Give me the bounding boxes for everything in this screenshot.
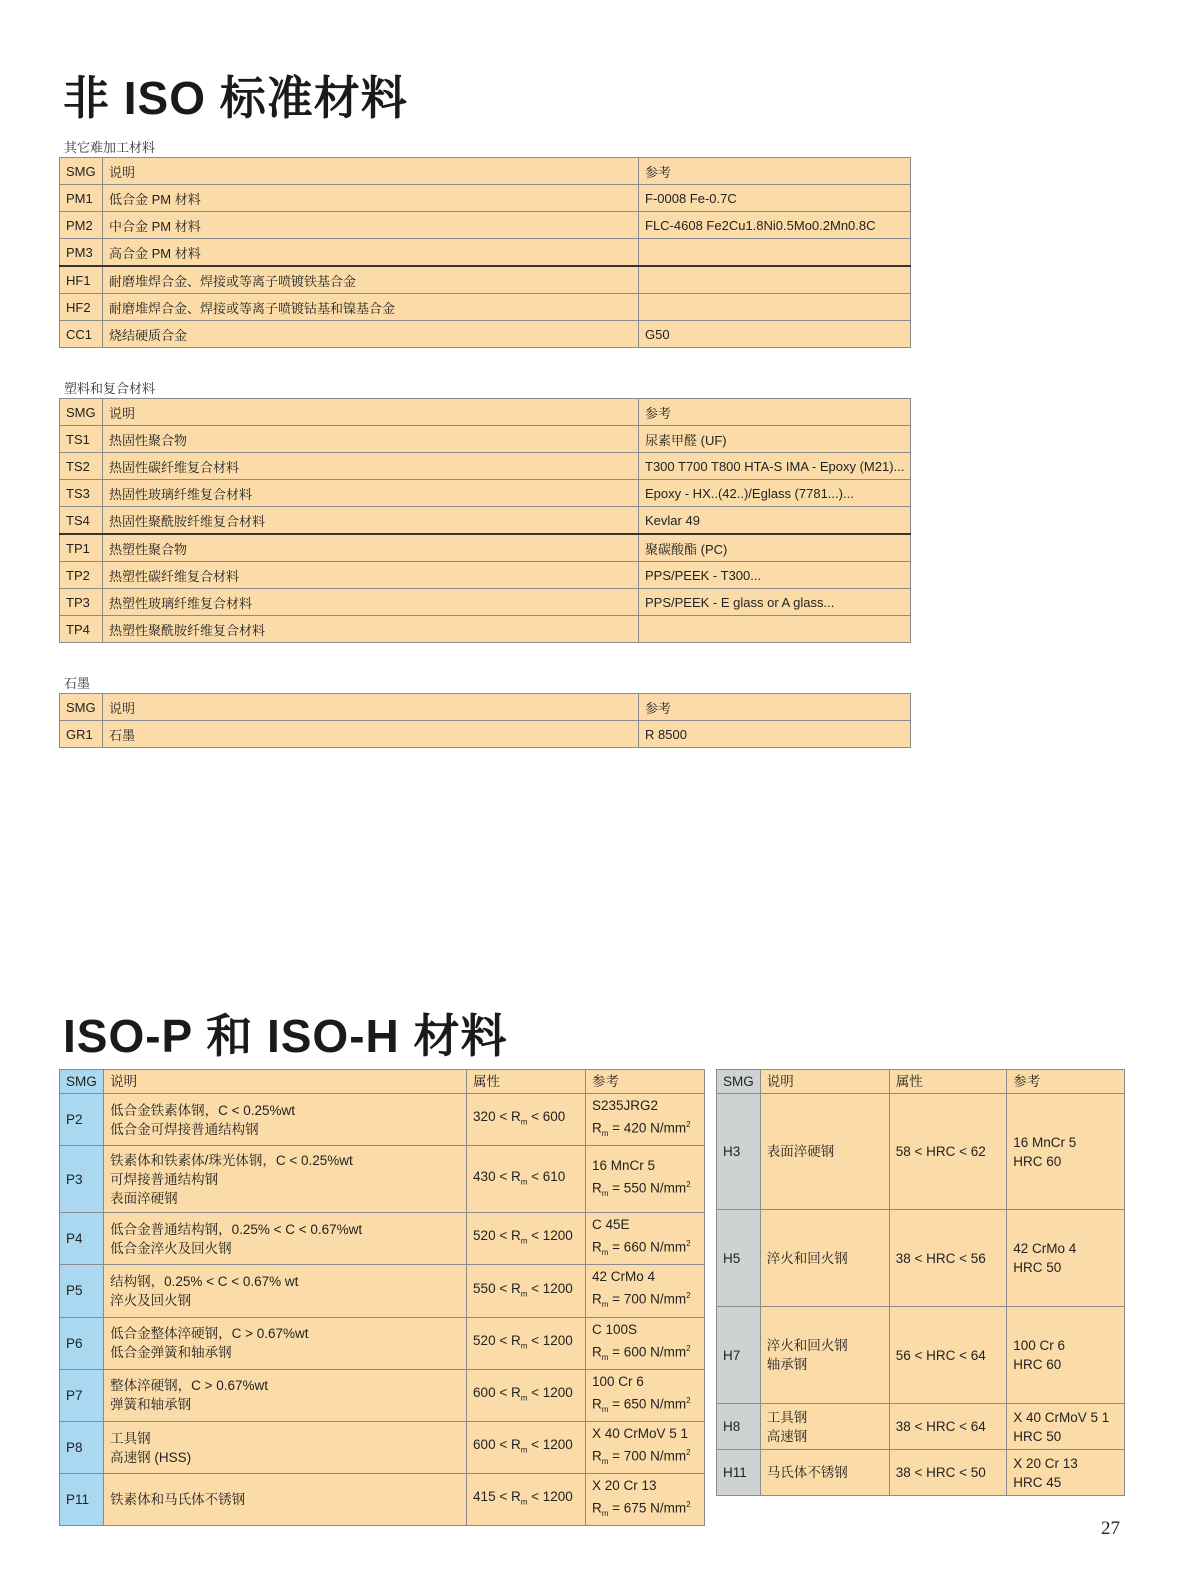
header-desc: 说明: [760, 1070, 889, 1094]
subscript: m: [520, 1393, 528, 1403]
header-smg: SMG: [60, 1070, 104, 1094]
reference-grade: 100 Cr 6: [592, 1373, 644, 1389]
reference-grade: 42 CrMo 4: [592, 1269, 656, 1285]
header-description: 说明: [103, 399, 639, 426]
text-part: R: [592, 1239, 602, 1255]
table-row: [60, 426, 911, 453]
text-part: < 610: [527, 1168, 566, 1184]
table-row: [60, 185, 911, 212]
text-part: < 1200: [527, 1489, 573, 1505]
smg-code: H5: [717, 1210, 761, 1307]
cell-line: 弹簧和轴承钢: [110, 1397, 192, 1413]
subscript: m: [601, 1509, 609, 1519]
text-part: R: [592, 1180, 602, 1196]
smg-code: CC1: [60, 321, 103, 348]
material-reference: Epoxy - HX..(42..)/Eglass (7781...)...: [639, 480, 911, 507]
cell-line: 低合金整体淬硬钢，C > 0.67%wt: [110, 1326, 309, 1342]
table-row: [60, 294, 911, 321]
text-part: R: [592, 1448, 602, 1464]
table-caption: 石墨: [64, 676, 91, 691]
material-description: 热塑性聚合物: [103, 534, 639, 562]
material-description: [104, 1094, 467, 1146]
material-description: 热固性碳纤维复合材料: [103, 453, 639, 480]
text-part: < 1200: [527, 1332, 573, 1348]
material-description: 低合金 PM 材料: [103, 185, 639, 212]
table-row: [717, 1094, 1125, 1210]
subscript: m: [601, 1188, 609, 1198]
table-plastics-composites: [59, 398, 911, 643]
material-reference: [586, 1265, 705, 1317]
material-reference: [639, 266, 911, 294]
reference-grade: 16 MnCr 5: [592, 1157, 656, 1173]
reference-strength: [592, 1115, 698, 1143]
table-header-row: [60, 158, 911, 185]
section2-title: ISO-P 和 ISO-H 材料: [63, 1010, 508, 1062]
text-part: 600 < R: [473, 1437, 521, 1453]
subscript: m: [520, 1445, 528, 1455]
superscript: 2: [686, 1179, 691, 1189]
smg-code: TS3: [60, 480, 103, 507]
material-property: [467, 1474, 586, 1526]
table-row: [60, 507, 911, 535]
table-row: [60, 266, 911, 294]
material-reference: 尿素甲醛 (UF): [639, 426, 911, 453]
text-part: 520 < R: [473, 1228, 521, 1244]
cell-line: 低合金淬火及回火钢: [110, 1240, 232, 1256]
text-part: 520 < R: [473, 1332, 521, 1348]
smg-code: TP1: [60, 534, 103, 562]
table-header-row: [60, 399, 911, 426]
material-description: [104, 1317, 467, 1369]
material-reference: [586, 1421, 705, 1473]
material-description: [104, 1213, 467, 1265]
header-reference: 参考: [639, 694, 911, 721]
text-part: R: [592, 1500, 602, 1516]
cell-line: 工具钢: [110, 1430, 151, 1446]
header-description: 说明: [103, 158, 639, 185]
material-description: [760, 1307, 889, 1404]
smg-code: TS2: [60, 453, 103, 480]
text-part: R: [592, 1291, 602, 1307]
material-property: [467, 1317, 586, 1369]
smg-code: P11: [60, 1474, 104, 1526]
table-row: [60, 239, 911, 267]
smg-code: H8: [717, 1404, 761, 1450]
table-row: [60, 1474, 705, 1526]
cell-line: 低合金弹簧和轴承钢: [110, 1345, 232, 1361]
table-row: [717, 1210, 1125, 1307]
material-reference: Kevlar 49: [639, 507, 911, 535]
text-part: 430 < R: [473, 1168, 521, 1184]
text-part: 600 < R: [473, 1385, 521, 1400]
header-prop: 属性: [889, 1070, 1007, 1094]
smg-code: PM3: [60, 239, 103, 267]
table-hard-materials: [59, 157, 911, 348]
table-row: [60, 453, 911, 480]
text-part: R: [592, 1120, 602, 1136]
subscript: m: [601, 1404, 609, 1414]
text-part: < 1200: [527, 1228, 573, 1244]
header-smg: SMG: [60, 694, 103, 721]
cell-line: 100 Cr 6: [1013, 1338, 1066, 1353]
superscript: 2: [686, 1120, 691, 1129]
cell-line: HRC 45: [1013, 1474, 1062, 1490]
material-property: [467, 1094, 586, 1146]
table-row: [60, 1094, 705, 1146]
reference-grade: X 40 CrMoV 5 1: [592, 1425, 689, 1441]
header-reference: 参考: [639, 158, 911, 185]
smg-code: PM2: [60, 212, 103, 239]
material-property: [467, 1146, 586, 1213]
smg-code: P4: [60, 1213, 104, 1265]
subscript: m: [520, 1341, 528, 1351]
material-reference: [586, 1213, 705, 1265]
material-reference: [586, 1474, 705, 1526]
smg-code: TS1: [60, 426, 103, 453]
text-part: = 550 N/mm: [608, 1180, 687, 1196]
material-property: 38 < HRC < 64: [889, 1404, 1007, 1450]
table-row: [60, 1265, 705, 1317]
table-row: [60, 562, 911, 589]
section1-title: 非 ISO 标准材料: [63, 72, 408, 124]
subscript: m: [601, 1248, 609, 1258]
material-reference: [1007, 1094, 1125, 1210]
table-caption: 塑料和复合材料: [64, 381, 156, 396]
material-property: [467, 1421, 586, 1473]
smg-code: P8: [60, 1421, 104, 1473]
text-part: = 600 N/mm: [608, 1344, 687, 1360]
text-part: 550 < R: [473, 1280, 521, 1296]
cell-line: 42 CrMo 4: [1013, 1241, 1077, 1256]
cell-line: 表面淬硬钢: [766, 1144, 835, 1159]
reference-strength: [592, 1234, 698, 1262]
table-row: [60, 1213, 705, 1265]
table-row: [60, 616, 911, 643]
table-row: [60, 534, 911, 562]
smg-code: HF2: [60, 294, 103, 321]
smg-code: TP4: [60, 616, 103, 643]
material-reference: [586, 1317, 705, 1369]
table-graphite: [59, 693, 911, 748]
material-description: [104, 1265, 467, 1317]
table-row: [717, 1450, 1125, 1496]
material-reference: [639, 294, 911, 321]
subscript: m: [520, 1237, 528, 1247]
material-description: [104, 1474, 467, 1526]
smg-code: P6: [60, 1317, 104, 1369]
material-reference: [586, 1146, 705, 1213]
text-part: R: [592, 1344, 602, 1360]
material-description: [760, 1210, 889, 1307]
text-part: = 660 N/mm: [608, 1239, 687, 1255]
cell-line: 结构钢，0.25% < C < 0.67% wt: [110, 1273, 299, 1289]
material-reference: [1007, 1307, 1125, 1404]
text-part: = 420 N/mm: [608, 1120, 687, 1136]
material-description: 热固性玻璃纤维复合材料: [103, 480, 639, 507]
text-part: < 1200: [527, 1385, 573, 1400]
header-smg: SMG: [60, 158, 103, 185]
superscript: 2: [686, 1291, 691, 1301]
reference-strength: [592, 1495, 698, 1523]
reference-strength: [592, 1339, 698, 1367]
cell-line: 淬火及回火钢: [110, 1292, 192, 1308]
smg-code: TS4: [60, 507, 103, 535]
material-property: [467, 1213, 586, 1265]
header-ref: 参考: [1007, 1070, 1125, 1094]
reference-strength: [592, 1286, 698, 1314]
material-reference: [639, 616, 911, 643]
cell-line: 马氏体不锈钢: [766, 1465, 848, 1480]
cell-line: 低合金普通结构钢，0.25% < C < 0.67%wt: [110, 1221, 363, 1237]
cell-line: 铁素体和铁素体/珠光体钢，C < 0.25%wt: [110, 1152, 353, 1168]
smg-code: GR1: [60, 721, 103, 748]
material-reference: [1007, 1210, 1125, 1307]
material-reference: T300 T700 T800 HTA-S IMA - Epoxy (M21)...: [639, 453, 911, 480]
reference-grade: X 20 Cr 13: [592, 1478, 657, 1494]
subscript: m: [601, 1300, 609, 1310]
cell-line: 低合金铁素体钢，C < 0.25%wt: [110, 1102, 296, 1118]
material-reference: [639, 239, 911, 267]
table-row: [717, 1404, 1125, 1450]
cell-line: 淬火和回火钢: [766, 1250, 848, 1266]
material-property: [467, 1265, 586, 1317]
material-reference: G50: [639, 321, 911, 348]
reference-strength: [592, 1391, 698, 1419]
superscript: 2: [686, 1447, 691, 1457]
table-row: [60, 1317, 705, 1369]
material-description: 热塑性聚酰胺纤维复合材料: [103, 616, 639, 643]
material-reference: [586, 1369, 705, 1421]
cell-line: 可焊接普通结构钢: [110, 1171, 219, 1187]
cell-line: 低合金可焊接普通结构钢: [110, 1121, 259, 1137]
text-part: = 650 N/mm: [608, 1396, 687, 1412]
table-header-row: [60, 694, 911, 721]
reference-strength: [592, 1443, 698, 1471]
subscript: m: [520, 1177, 528, 1187]
subscript: m: [601, 1457, 609, 1467]
smg-code: TP3: [60, 589, 103, 616]
material-reference: F-0008 Fe-0.7C: [639, 185, 911, 212]
cell-line: 工具钢: [766, 1409, 808, 1425]
header-smg: SMG: [60, 399, 103, 426]
header-description: 说明: [103, 694, 639, 721]
cell-line: HRC 60: [1013, 1153, 1062, 1169]
material-description: [104, 1369, 467, 1421]
superscript: 2: [686, 1343, 691, 1353]
material-description: 石墨: [103, 721, 639, 748]
smg-code: H3: [717, 1094, 761, 1210]
table-row: [60, 1369, 705, 1421]
smg-code: P2: [60, 1094, 104, 1146]
table-header-row: [60, 1070, 705, 1094]
superscript: 2: [686, 1500, 691, 1510]
table-row: [60, 480, 911, 507]
material-description: [104, 1146, 467, 1213]
material-property: 38 < HRC < 56: [889, 1210, 1007, 1307]
text-part: = 700 N/mm: [608, 1291, 687, 1307]
cell-line: 16 MnCr 5: [1013, 1134, 1077, 1150]
material-reference: 聚碳酸酯 (PC): [639, 534, 911, 562]
material-reference: R 8500: [639, 721, 911, 748]
table-row: [60, 1146, 705, 1213]
material-description: 高合金 PM 材料: [103, 239, 639, 267]
material-description: [104, 1421, 467, 1473]
table-header-row: [717, 1070, 1125, 1094]
table-row: [60, 321, 911, 348]
subscript: m: [520, 1289, 528, 1299]
cell-line: 淬火和回火钢: [766, 1338, 848, 1353]
header-smg: SMG: [717, 1070, 761, 1094]
table-row: [60, 1421, 705, 1473]
material-reference: [586, 1094, 705, 1146]
material-description: 热塑性碳纤维复合材料: [103, 562, 639, 589]
superscript: 2: [686, 1395, 691, 1405]
reference-grade: C 100S: [592, 1321, 638, 1337]
subscript: m: [520, 1498, 528, 1508]
header-prop: 属性: [467, 1070, 586, 1094]
text-part: < 1200: [527, 1280, 573, 1296]
table-caption: 其它难加工材料: [64, 140, 156, 155]
material-description: 中合金 PM 材料: [103, 212, 639, 239]
material-property: 38 < HRC < 50: [889, 1450, 1007, 1496]
cell-line: 整体淬硬钢，C > 0.67%wt: [110, 1378, 269, 1394]
cell-line: 轴承钢: [766, 1357, 808, 1372]
subscript: m: [601, 1352, 609, 1362]
material-description: 耐磨堆焊合金、焊接或等离子喷镀铁基合金: [103, 266, 639, 294]
header-reference: 参考: [639, 399, 911, 426]
table-row: [60, 721, 911, 748]
cell-line: HRC 50: [1013, 1260, 1062, 1275]
table-row: [717, 1307, 1125, 1404]
text-part: < 600: [527, 1109, 566, 1125]
material-description: 热固性聚酰胺纤维复合材料: [103, 507, 639, 535]
cell-line: 铁素体和马氏体不锈钢: [110, 1492, 246, 1508]
material-description: [760, 1450, 889, 1496]
text-part: 320 < R: [473, 1109, 521, 1125]
smg-code: P7: [60, 1369, 104, 1421]
cell-line: 高速钢: [766, 1428, 808, 1444]
material-description: 热塑性玻璃纤维复合材料: [103, 589, 639, 616]
material-property: 56 < HRC < 64: [889, 1307, 1007, 1404]
smg-code: P5: [60, 1265, 104, 1317]
cell-line: 表面淬硬钢: [110, 1190, 178, 1206]
reference-strength: [592, 1175, 698, 1203]
reference-grade: S235JRG2: [592, 1098, 659, 1113]
smg-code: P3: [60, 1146, 104, 1213]
material-reference: [1007, 1450, 1125, 1496]
smg-code: TP2: [60, 562, 103, 589]
cell-line: HRC 50: [1013, 1428, 1062, 1444]
smg-code: H11: [717, 1450, 761, 1496]
material-property: [467, 1369, 586, 1421]
material-description: [760, 1404, 889, 1450]
smg-code: H7: [717, 1307, 761, 1404]
cell-line: X 40 CrMoV 5 1: [1013, 1409, 1110, 1425]
superscript: 2: [686, 1239, 691, 1249]
table-row: [60, 589, 911, 616]
subscript: m: [601, 1129, 609, 1139]
smg-code: PM1: [60, 185, 103, 212]
material-reference: PPS/PEEK - T300...: [639, 562, 911, 589]
subscript: m: [520, 1117, 528, 1127]
smg-code: HF1: [60, 266, 103, 294]
material-description: 热固性聚合物: [103, 426, 639, 453]
table-iso-p: [59, 1069, 705, 1526]
text-part: = 675 N/mm: [608, 1500, 687, 1516]
page-number: 27: [1101, 1518, 1120, 1539]
material-description: 烧结硬质合金: [103, 321, 639, 348]
material-description: 耐磨堆焊合金、焊接或等离子喷镀钴基和镍基合金: [103, 294, 639, 321]
cell-line: X 20 Cr 13: [1013, 1455, 1078, 1471]
table-iso-h: [716, 1069, 1125, 1496]
cell-line: HRC 60: [1013, 1357, 1062, 1372]
text-part: = 700 N/mm: [608, 1448, 687, 1464]
material-reference: [1007, 1404, 1125, 1450]
text-part: < 1200: [527, 1437, 573, 1453]
text-part: R: [592, 1396, 602, 1412]
cell-line: 高速钢 (HSS): [110, 1449, 192, 1465]
material-reference: FLC-4608 Fe2Cu1.8Ni0.5Mo0.2Mn0.8C: [639, 212, 911, 239]
material-description: [760, 1094, 889, 1210]
table-row: [60, 212, 911, 239]
header-desc: 说明: [104, 1070, 467, 1094]
text-part: 415 < R: [473, 1489, 521, 1505]
material-reference: PPS/PEEK - E glass or A glass...: [639, 589, 911, 616]
reference-grade: C 45E: [592, 1217, 630, 1233]
header-ref: 参考: [586, 1070, 705, 1094]
material-property: 58 < HRC < 62: [889, 1094, 1007, 1210]
